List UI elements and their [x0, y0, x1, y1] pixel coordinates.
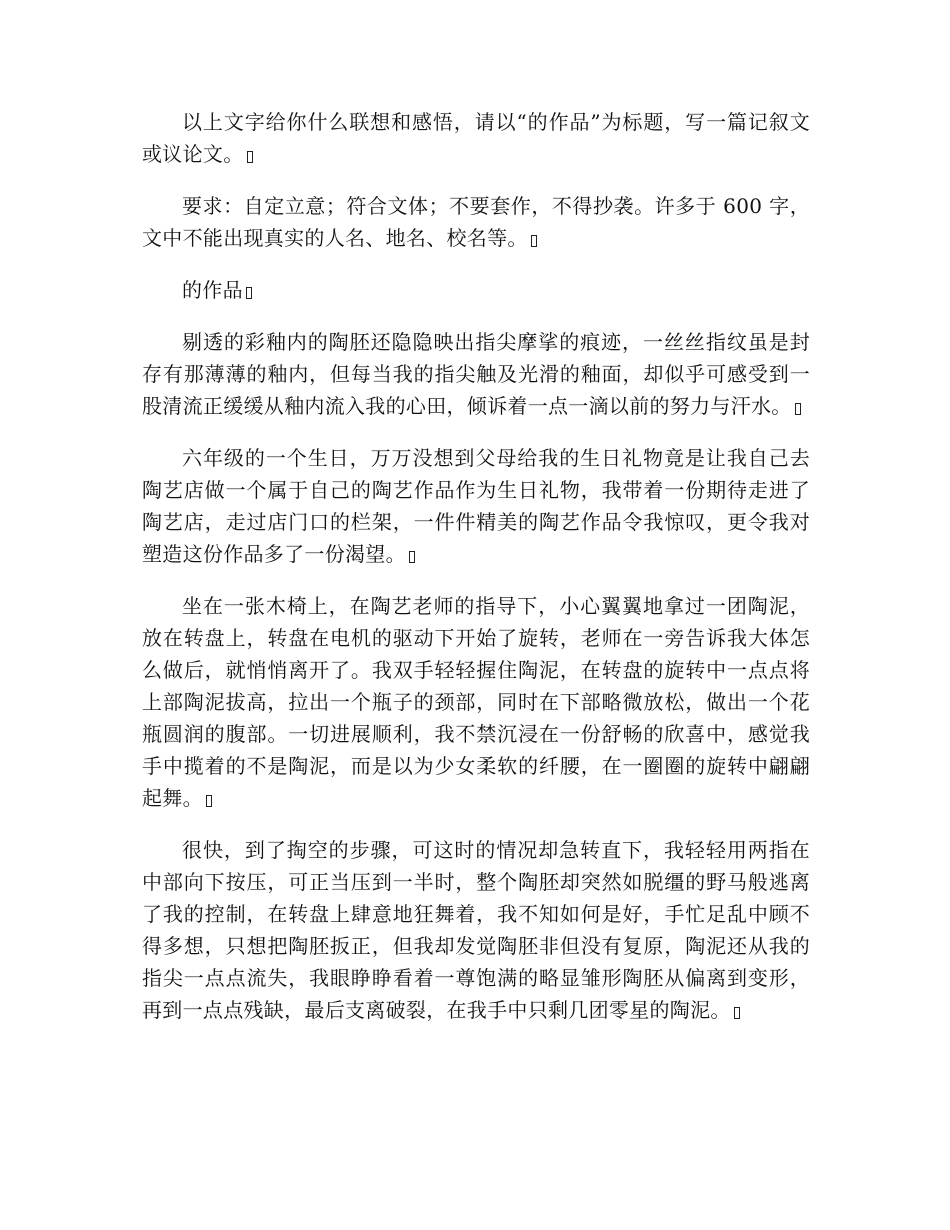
- essay-paragraph: [142, 590, 810, 814]
- essay-paragraph: [142, 834, 810, 1026]
- paragraph-text: 以上文字给你什么联想和感悟，请以“的作品”为标题，写一篇记叙文或议论文。: [142, 110, 810, 166]
- paragraph-end-mark-icon: [531, 235, 537, 247]
- paragraph-text: 六年级的一个生日，万万没想到父母给我的生日礼物竟是让我自己去陶艺店做一个属于自己的陶艺作品作为生日礼物，我带着一份期待走进了陶艺店，走过店门口的栏架，一件件精美的陶艺作品令我惊叹，更令我对塑造这份作品多了一份渴望。: [142, 446, 810, 566]
- paragraph-end-mark-icon: [206, 795, 212, 807]
- paragraph-text: 很快，到了掏空的步骤，可这时的情况却急转直下，我轻轻用两指在中部向下按压，可正当压到一半时，整个陶胚却突然如脱缰的野马般逃离了我的控制，在转盘上肆意地狂舞着，我不知如何是好，手忙足乱中顾不得多想，只想把陶胚扳正，但我却发觉陶胚非但没有复原，陶泥还从我的指尖一点点流失，我眼睁睁看着一尊饱满的略显雏形陶胚从偏离到变形，再到一点点残缺，最后支离破裂，在我手中只剩几团零星的陶泥。: [142, 838, 810, 1022]
- document-body: [142, 106, 810, 1046]
- paragraph-end-mark-icon: [246, 287, 252, 299]
- paragraph-end-mark-icon: [734, 1007, 740, 1019]
- prompt-paragraph: [142, 106, 810, 170]
- paragraph-end-mark-icon: [409, 551, 415, 563]
- essay-paragraph: [142, 442, 810, 570]
- paragraph-end-mark-icon: [795, 403, 801, 415]
- requirements-paragraph: [142, 190, 810, 254]
- paragraph-text: 剔透的彩釉内的陶胚还隐隐映出指尖摩挲的痕迹，一丝丝指纹虽是封存有那薄薄的釉内，但每当我的指尖触及光滑的釉面，却似乎可感受到一股清流正缓缓从釉内流入我的心田，倾诉着一点一滴以前的努力与汗水。: [142, 330, 810, 418]
- essay-paragraph: [142, 326, 810, 422]
- paragraph-text: 要求：自定立意；符合文体；不要套作，不得抄袭。许多于 600 字，文中不能出现真实的人名、地名、校名等。: [142, 194, 810, 250]
- paragraph-text: 坐在一张木椅上，在陶艺老师的指导下，小心翼翼地拿过一团陶泥，放在转盘上，转盘在电机的驱动下开始了旋转，老师在一旁告诉我大体怎么做后，就悄悄离开了。我双手轻轻握住陶泥，在转盘的旋转中一点点将上部陶泥拔高，拉出一个瓶子的颈部，同时在下部略微放松，做出一个花瓶圆润的腹部。一切进展顺利，我不禁沉浸在一份舒畅的欣喜中，感觉我手中揽着的不是陶泥，而是以为少女柔软的纤腰，在一圈圈的旋转中翩翩起舞。: [142, 594, 810, 810]
- paragraph-text: 的作品: [182, 278, 243, 302]
- paragraph-end-mark-icon: [247, 151, 253, 163]
- essay-title: [142, 274, 810, 306]
